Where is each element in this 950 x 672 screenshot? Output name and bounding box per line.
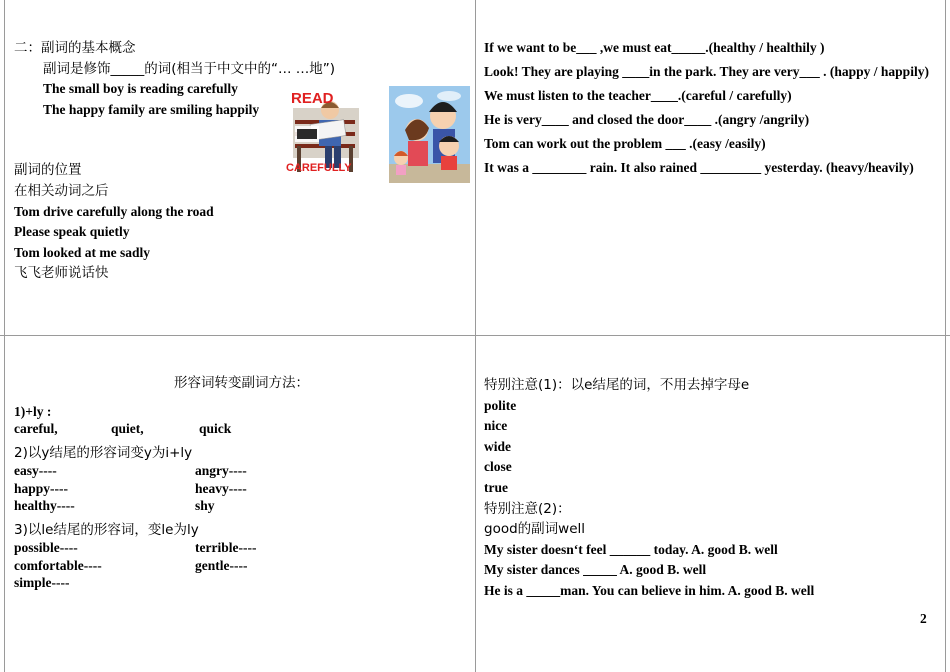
exercise-item: My sister dances _____ A. good B. well (484, 562, 707, 578)
word: true (484, 479, 508, 495)
slide-exercises (484, 39, 934, 183)
note-heading: 特别注意(1)：以e结尾的词，不用去掉字母e (484, 377, 750, 393)
example-sentence: Tom drive carefully along the road (14, 203, 214, 219)
word: easy---- (14, 463, 57, 478)
position-heading: 副词的位置 (14, 162, 82, 179)
exercise-item: We must listen to the teacher____.(careful / carefully) (484, 88, 792, 103)
word: close (484, 459, 512, 475)
exercise-item: He is very____ and closed the door____ .(angry /angrily) (484, 112, 810, 127)
word: quiet, (111, 421, 144, 436)
slide-special-notes (484, 375, 934, 602)
horizontal-divider (0, 335, 950, 336)
word: nice (484, 418, 508, 434)
cartoon-family-image (389, 86, 470, 183)
word: comfortable---- (14, 557, 102, 573)
image-caption-read: READ (291, 90, 334, 107)
rule-heading: 2)以y结尾的形容词变y为i+ly (14, 444, 193, 461)
word-row (14, 497, 469, 515)
word: terrible---- (195, 540, 257, 555)
page-border-left (4, 0, 5, 672)
section-heading: 二：副词的基本概念 (14, 40, 136, 56)
image-caption-carefully: CAREFULLY (286, 162, 352, 174)
word-row (14, 420, 469, 438)
word: careful, (14, 421, 58, 436)
example-sentence: The small boy is reading carefully (43, 81, 238, 97)
word: healthy---- (14, 498, 75, 513)
slide-adjective-to-adverb (14, 375, 469, 592)
page-border-right (945, 0, 946, 672)
good-well-rule: good的副词well (484, 521, 586, 538)
example-sentence: Please speak quietly (14, 224, 130, 240)
example-sentence: Tom looked at me sadly (14, 244, 151, 260)
word: wide (484, 438, 511, 454)
word: quick (199, 421, 232, 436)
word: angry---- (195, 463, 247, 478)
word-row (14, 574, 469, 592)
word: gentle---- (195, 557, 248, 573)
page-number: 2 (920, 611, 927, 626)
word: heavy---- (195, 480, 247, 496)
word: polite (484, 397, 517, 413)
vertical-divider (475, 0, 476, 672)
word: possible---- (14, 540, 78, 555)
word-row (14, 539, 469, 557)
rule-heading: 1)+ly : (14, 403, 52, 419)
word: simple---- (14, 575, 70, 590)
exercise-item: Tom can work out the problem ___ .(easy /easily) (484, 136, 766, 151)
word-row (14, 480, 469, 498)
word-row (14, 462, 469, 480)
word: shy (195, 498, 215, 513)
exercise-item: He is a _____man. You can believe in him. A. good B. well (484, 582, 815, 598)
position-rule: 在相关动词之后 (14, 182, 109, 199)
word-row (14, 557, 469, 575)
example-sentence: The happy family are smiling happily (43, 101, 260, 117)
rule-heading: 3)以le结尾的形容词，变le为ly (14, 521, 199, 538)
definition-text: 副词是修饰_____的词(相当于中文中的“… …地”) (43, 60, 336, 77)
word: happy---- (14, 480, 69, 496)
exercise-item: It was a ________ rain. It also rained _________ yesterday. (heavy/heavily) (484, 160, 914, 175)
exercise-item: My sister doesn‘t feel ______ today. A. good B. well (484, 541, 778, 557)
exercise-item: Look! They are playing ____in the park. They are very___ . (happy / happily) (484, 64, 929, 79)
boy-reading-image (285, 86, 365, 183)
exercise-item: If we want to be___ ,we must eat_____.(healthy / healthily ) (484, 40, 825, 55)
example-sentence: 飞飞老师说话快 (14, 265, 109, 282)
note-heading: 特别注意(2)： (484, 500, 571, 517)
slide-title: 形容词转变副词方法： (174, 375, 309, 391)
